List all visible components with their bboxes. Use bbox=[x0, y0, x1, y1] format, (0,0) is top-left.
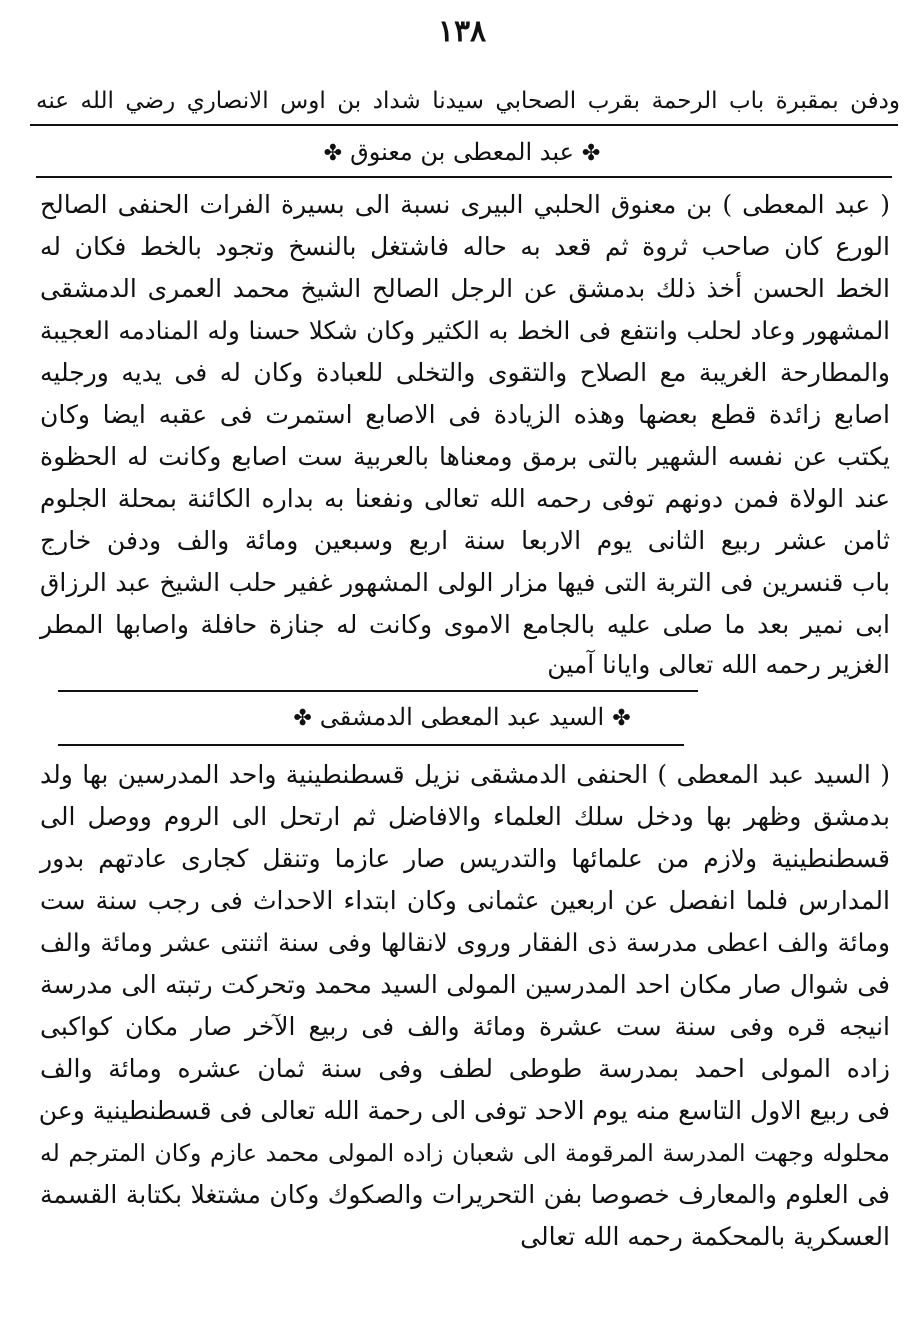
paragraph-line: بدمشق وظهر بها ودخل سلك العلماء والافاضل ثم ارتحل الى الروم ووصل الى bbox=[40, 802, 890, 831]
ornament-left-icon: ✤ bbox=[293, 705, 312, 731]
paragraph-line: ( عبد المعطى ) بن معنوق الحلبي البيرى نسبة الى بسيرة الفرات الحنفى الصالح bbox=[40, 190, 890, 219]
paragraph-line: يكتب عن نفسه الشهير بالتى برمق ومعناها بالعربية ست اصابع وكانت له الحظوة bbox=[40, 442, 890, 471]
paragraph-line: الخط الحسن أخذ ذلك بدمشق عن الرجل الصالح الشيخ محمد العمرى الدمشقى bbox=[40, 274, 890, 303]
paragraph-line: ابى نمير بعد ما صلى عليه بالجامع الاموى وكانت له جنازة حافلة واصابها المطر bbox=[40, 610, 890, 639]
paragraph-line: انيجه قره وفى سنة ست عشرة ومائة والف فى ربيع الآخر صار مكان كواكبى bbox=[40, 1012, 890, 1041]
paragraph-line: ( السيد عبد المعطى ) الحنفى الدمشقى نزيل قسطنطينية واحد المدرسين بها ولد bbox=[40, 760, 890, 789]
section2-heading bbox=[0, 700, 924, 736]
rule-section2-bottom bbox=[58, 744, 684, 746]
paragraph-line: فى ربيع الاول التاسع منه يوم الاحد توفى الى رحمة الله تعالى فى قسطنطينية وعن bbox=[38, 1096, 890, 1125]
section1-title: عبد المعطى بن معنوق bbox=[350, 138, 574, 166]
rule-top bbox=[30, 124, 898, 126]
rule-section1-top bbox=[36, 176, 892, 178]
paragraph-line: المشهور وعاد لحلب وانتفع فى الخط به الكثير وكان شكلا حسنا وله المنادمه العجيبة bbox=[40, 316, 890, 345]
paragraph-line: قسطنطينية ولازم من علمائها والتدريس صار عازما وتنقل كجارى عادتهم بدور bbox=[40, 844, 890, 873]
paragraph-line: المدارس فلما انفصل عن اربعين عثمانى وكان ابتداء الاحداث فى رجب سنة ست bbox=[40, 886, 890, 915]
paragraph-line: باب قنسرين فى التربة التى فيها مزار الولى المشهور غفير حلب الشيخ عبد الرزاق bbox=[40, 568, 890, 597]
paragraph-line: محلوله وجهت المدرسة المرقومة الى شعبان زاده المولى محمد عازم وكان المترجم له bbox=[40, 1139, 890, 1167]
top-line: ودفن بمقبرة باب الرحمة بقرب الصحابي سيدنا شداد بن اوس الانصاري رضي الله عنه bbox=[36, 88, 900, 114]
paragraph-line-last: الغزير رحمه الله تعالى وايانا آمين bbox=[547, 650, 890, 679]
paragraph-line: والمطارحة الغريبة مع الصلاح والتقوى والتخلى للعبادة وكان له فى يديه ورجليه bbox=[40, 358, 890, 387]
paragraph-line: زاده المولى احمد بمدرسة طوطى لطف وفى سنة ثمان عشره ومائة والف bbox=[40, 1054, 890, 1083]
page-number: ١٣٨ bbox=[437, 14, 487, 49]
ornament-left-icon: ✤ bbox=[323, 140, 343, 166]
paragraph-line: اصابع زائدة قطع بعضها وهذه الزيادة فى الاصابع استمرت فى عقبه ايضا وكان bbox=[40, 400, 890, 429]
paragraph-line: عند الولاة فمن دونهم توفى رحمه الله تعالى ونفعنا به بداره الكائنة بمحلة الجلوم bbox=[40, 484, 890, 513]
section2-title: السيد عبد المعطى الدمشقى bbox=[319, 703, 605, 731]
paragraph-line: فى شوال صار مكان احد المدرسين المولى السيد محمد وتحركت رتبته الى مدرسة bbox=[40, 970, 890, 999]
paragraph-line-last: العسكرية بالمحكمة رحمه الله تعالى bbox=[520, 1222, 890, 1251]
paragraph-line: ثامن عشر ربيع الثانى يوم الاربعا سنة اربع وسبعين ومائة والف ودفن خارج bbox=[40, 526, 890, 555]
ornament-right-icon: ✤ bbox=[612, 705, 631, 731]
paragraph-line: ومائة والف اعطى مدرسة ذى الفقار وروى لانقالها وفى سنة اثنتى عشر ومائة والف bbox=[40, 928, 890, 957]
section1-heading bbox=[0, 135, 924, 171]
ornament-right-icon: ✤ bbox=[581, 140, 601, 166]
rule-section2-top bbox=[58, 690, 698, 692]
paragraph-line: الورع كان صاحب ثروة ثم قعد به حاله فاشتغل بالنسخ وتجود بالخط فكان له bbox=[40, 232, 890, 261]
paragraph-line: فى العلوم والمعارف خصوصا بفن التحريرات والصكوك وكان مشتغلا بكتابة القسمة bbox=[40, 1180, 890, 1209]
